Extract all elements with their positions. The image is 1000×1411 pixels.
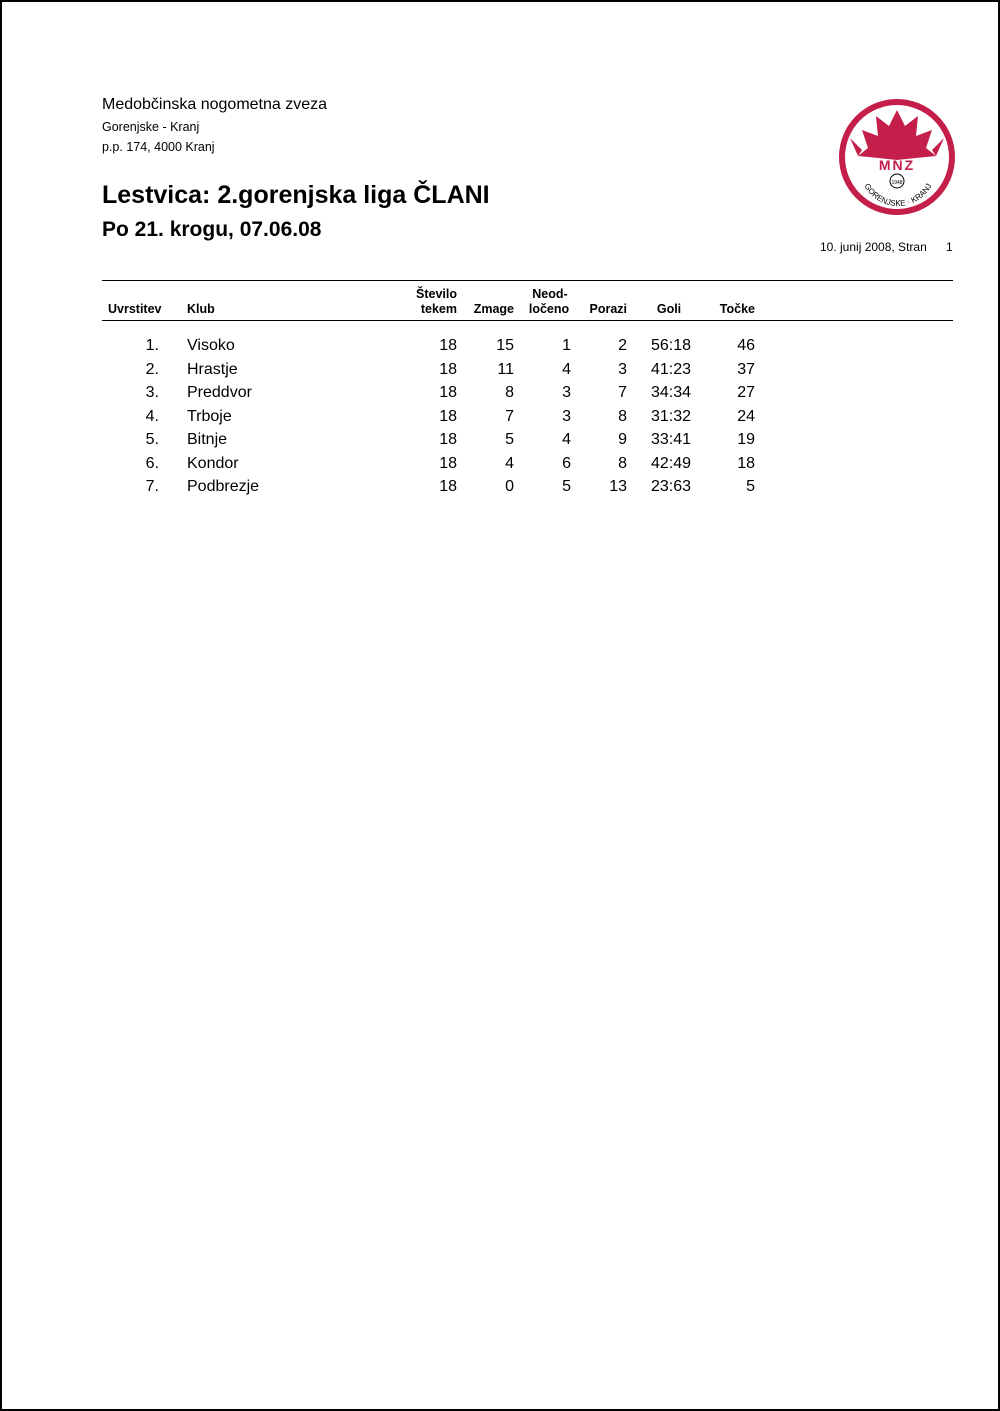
cell-draws: 6	[562, 454, 571, 472]
date-text: 10. junij 2008, Stran	[820, 240, 927, 254]
cell-points: 19	[737, 431, 755, 448]
cell-draws: 4	[562, 431, 571, 448]
cell-wins: 4	[505, 454, 514, 472]
cell-goals: 31:32	[650, 407, 691, 425]
cell-rank: 3.	[145, 384, 159, 401]
cell-points: 18	[737, 454, 755, 472]
org-address: p.p. 174, 4000 Kranj	[102, 140, 215, 154]
cell-points: 24	[737, 407, 755, 425]
cell-rank: 1.	[145, 337, 159, 354]
col-header-wins: Zmage	[473, 302, 514, 316]
cell-points: 46	[737, 337, 755, 354]
cell-played: 18	[439, 454, 457, 472]
cell-goals: 42:49	[650, 454, 691, 472]
cell-losses: 2	[618, 337, 627, 354]
table-row	[0, 431, 1000, 455]
cell-rank: 4.	[145, 407, 159, 425]
cell-wins: 11	[497, 360, 514, 378]
cell-played: 18	[439, 407, 457, 425]
logo-year: 1948	[891, 180, 903, 186]
col-header-points: Točke	[719, 302, 755, 316]
header-rule-bottom	[102, 320, 953, 321]
cell-club: Trboje	[187, 407, 232, 425]
cell-wins: 15	[496, 337, 514, 354]
org-region: Gorenjske - Kranj	[102, 120, 200, 134]
cell-points: 37	[737, 360, 755, 378]
cell-losses: 13	[609, 478, 627, 495]
cell-goals: 33:41	[650, 431, 691, 448]
page-subtitle: Po 21. krogu, 07.06.08	[102, 218, 322, 241]
cell-wins: 0	[505, 478, 514, 495]
cell-wins: 5	[505, 431, 514, 448]
table-row	[0, 408, 1000, 432]
logo-letters: MNZ	[878, 157, 916, 173]
cell-goals: 41:23	[650, 360, 691, 378]
cell-rank: 6.	[145, 454, 159, 472]
table-row	[0, 337, 1000, 361]
cell-club: Hrastje	[187, 360, 238, 378]
cell-club: Preddvor	[187, 384, 252, 401]
page-title: Lestvica: 2.gorenjska liga ČLANI	[102, 181, 490, 209]
col-header-played-bottom: tekem	[420, 302, 457, 316]
cell-rank: 5.	[145, 431, 159, 448]
cell-losses: 8	[618, 454, 627, 472]
cell-goals: 56:18	[650, 337, 691, 354]
cell-rank: 7.	[145, 478, 159, 495]
cell-goals: 23:63	[650, 478, 691, 495]
table-row	[0, 361, 1000, 385]
mnz-logo-icon	[836, 98, 960, 218]
cell-points: 5	[746, 478, 755, 495]
page-number: 1	[946, 240, 953, 254]
cell-played: 18	[439, 478, 457, 495]
cell-draws: 3	[562, 384, 571, 401]
cell-losses: 8	[618, 407, 627, 425]
table-row	[0, 478, 1000, 502]
cell-club: Bitnje	[187, 431, 228, 448]
cell-goals: 34:34	[650, 384, 691, 401]
col-header-losses: Porazi	[589, 302, 627, 316]
cell-played: 18	[439, 384, 457, 401]
cell-played: 18	[439, 337, 457, 354]
cell-wins: 7	[505, 407, 514, 425]
col-header-played-top: Število	[416, 287, 457, 301]
cell-losses: 7	[618, 384, 627, 401]
cell-club: Kondor	[187, 454, 239, 472]
cell-losses: 9	[618, 431, 627, 448]
cell-losses: 3	[618, 360, 627, 378]
cell-club: Podbrezje	[187, 478, 260, 495]
col-header-rank: Uvrstitev	[108, 302, 162, 316]
cell-club: Visoko	[187, 337, 235, 354]
cell-draws: 3	[562, 407, 571, 425]
date-line	[820, 240, 953, 254]
table-row	[0, 384, 1000, 408]
col-header-goals: Goli	[656, 302, 682, 316]
logo-ring-text: GORENJSKE · KRANJ	[862, 181, 934, 209]
cell-draws: 1	[562, 337, 571, 354]
cell-draws: 5	[562, 478, 571, 495]
org-name: Medobčinska nogometna zveza	[102, 96, 328, 113]
cell-played: 18	[439, 431, 457, 448]
cell-wins: 8	[505, 384, 514, 401]
col-header-draws-top: Neod-	[532, 287, 568, 301]
table-row	[0, 455, 1000, 479]
header-rule-top	[102, 280, 953, 281]
cell-draws: 4	[562, 360, 571, 378]
col-header-draws-bottom: ločeno	[528, 302, 570, 316]
col-header-club: Klub	[187, 302, 215, 316]
cell-points: 27	[737, 384, 755, 401]
cell-played: 18	[439, 360, 457, 378]
cell-rank: 2.	[145, 360, 159, 378]
